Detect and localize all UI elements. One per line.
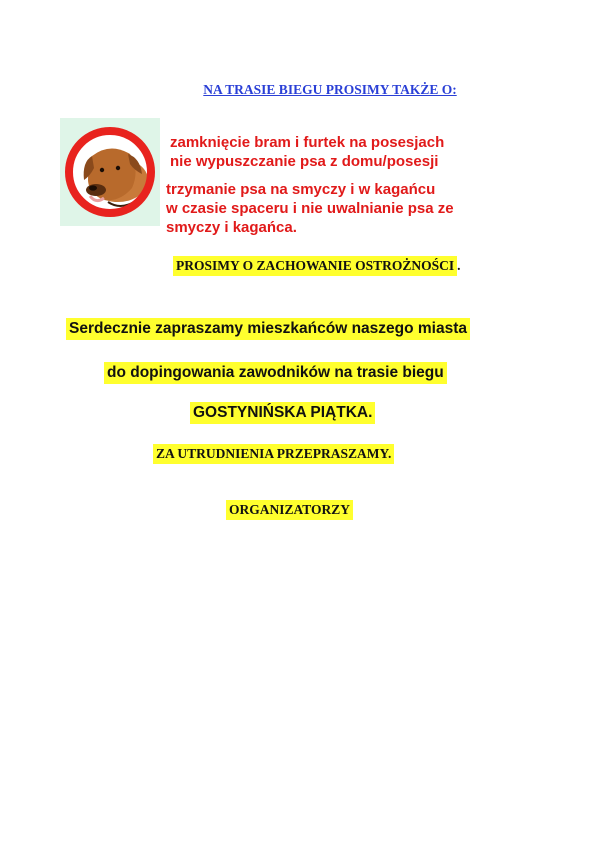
signature	[226, 500, 353, 520]
caution-notice-period: .	[457, 258, 461, 273]
event-name-text: GOSTYNIŃSKA PIĄTKA.	[190, 402, 375, 424]
request-line-2: nie wypuszczanie psa z domu/posesji	[170, 153, 439, 170]
apology-notice-text: ZA UTRUDNIENIA PRZEPRASZAMY.	[153, 444, 394, 464]
invitation-line-1	[66, 318, 470, 340]
dog-prohibition-sign-icon	[60, 118, 160, 226]
invitation-line-1-text: Serdecznie zapraszamy mieszkańców naszego miasta	[66, 318, 470, 340]
invitation-line-2	[104, 362, 447, 384]
invitation-line-2-text: do dopingowania zawodników na trasie biegu	[104, 362, 447, 384]
request-line-3: trzymanie psa na smyczy i w kagańcu	[166, 181, 436, 198]
request-line-4: w czasie spaceru i nie uwalnianie psa ze	[166, 200, 454, 217]
announcement-heading-text: NA TRASIE BIEGU PROSIMY TAKŻE O:	[203, 82, 457, 97]
request-line-1: zamknięcie bram i furtek na posesjach	[170, 134, 445, 151]
caution-notice-text: PROSIMY O ZACHOWANIE OSTROŻNOŚCI	[173, 256, 457, 276]
signature-text: ORGANIZATORZY	[226, 500, 353, 520]
event-name	[190, 402, 375, 424]
request-line-5: smyczy i kagańca.	[166, 219, 297, 236]
apology-notice	[153, 444, 394, 464]
announcement-heading	[0, 82, 600, 98]
caution-notice	[173, 256, 461, 276]
